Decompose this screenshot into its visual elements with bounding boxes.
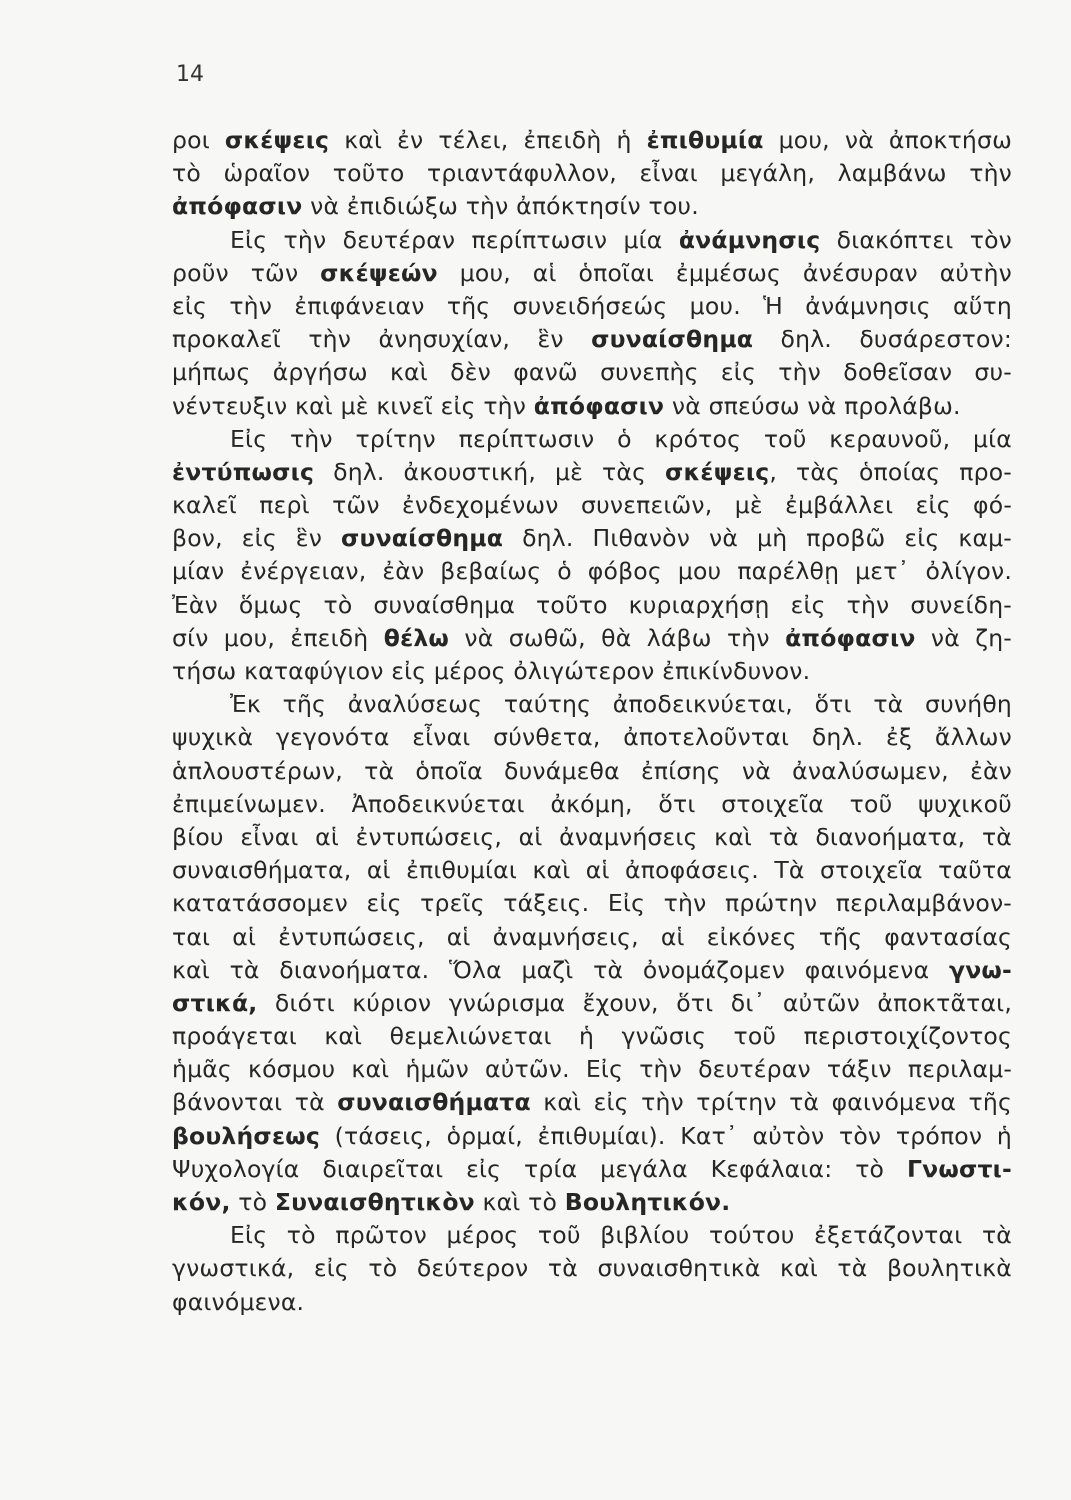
text-segment: καλεῖ περὶ τῶν ἐνδεχομένων συνεπειῶν, μὲ ἐμβάλλει εἰς φό- xyxy=(172,491,1012,520)
text-line xyxy=(172,921,1012,954)
emphasized-term: βουλήσεως xyxy=(172,1121,320,1150)
text-segment: δηλ. δυσάρεστον: xyxy=(753,325,1012,354)
emphasized-term: σκέψεις xyxy=(224,126,330,154)
text-segment: δηλ. ἀκουστική, μὲ τὰς xyxy=(314,457,666,486)
text-line xyxy=(172,721,1012,754)
text-segment: νέντευξιν καὶ μὲ κινεῖ εἰς τὴν xyxy=(172,391,534,420)
text-segment: καὶ ἐν τέλει, ἐπειδὴ ἡ xyxy=(329,126,647,154)
text-segment: δηλ. Πιθανὸν νὰ μὴ προβῶ εἰς καμ- xyxy=(503,524,1012,553)
text-segment: Ἐὰν ὅμως τὸ συναίσθημα τοῦτο κυριαρχήσῃ εἰς τὴν συνείδη- xyxy=(172,590,1012,619)
text-segment: μου, νὰ ἀποκτήσω xyxy=(763,126,1012,154)
emphasized-term: Συναισθητικὸν xyxy=(274,1188,475,1216)
text-segment: Ψυχολογία διαιρεῖται εἰς τρία μεγάλα Κεφάλαια: τὸ xyxy=(172,1154,907,1183)
text-line xyxy=(172,1153,1012,1186)
text-segment: ροῦν τῶν xyxy=(172,258,321,287)
text-segment: κατατάσσομεν εἰς τρεῖς τάξεις. Εἰς τὴν πρώτην περιλαμβάνον- xyxy=(172,889,1012,918)
text-line xyxy=(172,1053,1012,1086)
text-segment: προκαλεῖ τὴν ἀνησυχίαν, ἓν xyxy=(172,325,592,354)
text-segment: Εἰς τὴν τρίτην περίπτωσιν ὁ κρότος τοῦ κεραυνοῦ, μία xyxy=(230,424,1012,453)
emphasized-term: θέλω xyxy=(383,623,450,652)
text-segment: καὶ τὰ διανοήματα. Ὅλα μαζὶ τὰ ὀνομάζομεν φαινόμενα xyxy=(172,955,949,984)
text-line xyxy=(172,887,1012,920)
text-line xyxy=(172,390,1012,423)
emphasized-term: στικά, xyxy=(172,988,258,1017)
text-segment: Εἰς τὸ πρῶτον μέρος τοῦ βιβλίου τούτου ἐξετάζονται τὰ xyxy=(230,1221,1012,1250)
text-segment: νὰ ἐπιδιώξω τὴν ἀπόκτησίν του. xyxy=(302,192,699,221)
text-segment: ψυχικὰ γεγονότα εἶναι σύνθετα, ἀποτελοῦνται δηλ. ἐξ ἄλλων xyxy=(172,723,1012,752)
emphasized-term: συναίσθημα xyxy=(591,325,754,354)
emphasized-term: ἀπόφασιν xyxy=(785,623,916,652)
text-line xyxy=(172,224,1012,257)
text-line xyxy=(172,854,1012,887)
text-line xyxy=(172,622,1012,655)
text-segment: καὶ τὸ xyxy=(474,1188,565,1216)
text-segment: διακόπτει τὸν xyxy=(820,225,1012,254)
text-segment: προάγεται καὶ θεμελιώνεται ἡ γνῶσις τοῦ περιστοιχίζοντος xyxy=(172,1022,1012,1051)
text-segment: τὸ xyxy=(230,1188,275,1216)
text-segment: ἁπλουστέρων, τὰ ὁποῖα δυνάμεθα ἐπίσης νὰ ἀναλύσωμεν, ἐὰν xyxy=(172,756,1012,785)
text-segment: γνωστικά, εἰς τὸ δεύτερον τὰ συναισθητικὰ καὶ τὰ βουλητικὰ xyxy=(172,1254,1012,1283)
text-segment: καὶ εἰς τὴν τρίτην τὰ φαινόμενα τῆς xyxy=(530,1088,1012,1117)
text-segment: ροι xyxy=(172,126,225,154)
text-line xyxy=(172,555,1012,588)
text-line xyxy=(172,456,1012,489)
text-segment: Ἐκ τῆς ἀναλύσεως ταύτης ἀποδεικνύεται, ὅτι τὰ συνήθη xyxy=(230,690,1012,719)
emphasized-term: γνω- xyxy=(949,955,1012,984)
text-segment: νὰ σωθῶ, θὰ λάβω τὴν xyxy=(449,623,786,652)
text-line xyxy=(172,124,1012,157)
text-line xyxy=(172,688,1012,721)
text-line xyxy=(172,755,1012,788)
text-line xyxy=(172,1020,1012,1053)
text-segment: τήσω καταφύγιον εἰς μέρος ὀλιγώτερον ἐπικίνδυνον. xyxy=(172,657,811,685)
text-segment: , τὰς ὁποίας προ- xyxy=(769,457,1012,486)
text-line xyxy=(172,157,1012,190)
text-segment: νὰ ζη- xyxy=(915,623,1012,652)
text-segment: σίν μου, ἐπειδὴ xyxy=(172,623,384,652)
text-line xyxy=(172,257,1012,290)
text-segment: ἐπιμείνωμεν. Ἀποδεικνύεται ἀκόμη, ὅτι στοιχεῖα τοῦ ψυχικοῦ xyxy=(172,789,1012,818)
text-segment: συναισθήματα, αἱ ἐπιθυμίαι καὶ αἱ ἀποφάσεις. Τὰ στοιχεῖα ταῦτα xyxy=(172,856,1012,885)
text-segment: βίου εἶναι αἱ ἐντυπώσεις, αἱ ἀναμνήσεις καὶ τὰ διανοήματα, τὰ xyxy=(172,822,1012,851)
emphasized-term: σκέψεις xyxy=(665,457,770,486)
page-number: 14 xyxy=(176,62,204,87)
text-line xyxy=(172,1120,1012,1153)
text-line xyxy=(172,954,1012,987)
emphasized-term: Γνωστι- xyxy=(906,1154,1012,1183)
emphasized-term: συναίσθημα xyxy=(341,524,504,553)
text-segment: (τάσεις, ὁρμαί, ἐπιθυμίαι). Κατ᾿ αὐτὸν τὸν τρόπον ἡ xyxy=(319,1121,1012,1150)
emphasized-term: ἀνάμνησις xyxy=(678,225,821,254)
text-line xyxy=(172,788,1012,821)
emphasized-term: ἐπιθυμία xyxy=(646,126,764,154)
emphasized-term: σκέψεών xyxy=(320,258,438,287)
text-line xyxy=(172,290,1012,323)
text-segment: φαινόμενα. xyxy=(172,1287,305,1316)
text-line xyxy=(172,522,1012,555)
text-segment: ἡμᾶς κόσμου καὶ ἡμῶν αὐτῶν. Εἰς τὴν δευτέραν τάξιν περιλαμ- xyxy=(172,1055,1012,1084)
text-segment: ται αἱ ἐντυπώσεις, αἱ ἀναμνήσεις, αἱ εἰκόνες τῆς φαντασίας xyxy=(172,922,1012,951)
text-line xyxy=(172,190,1012,223)
text-segment: μίαν ἐνέργειαν, ἐὰν βεβαίως ὁ φόβος μου παρέλθῃ μετ᾿ ὀλίγον. xyxy=(172,557,1012,586)
body-text xyxy=(172,124,1012,1319)
text-line xyxy=(172,1252,1012,1285)
text-segment: Εἰς τὴν δευτέραν περίπτωσιν μία xyxy=(230,225,679,254)
emphasized-term: Βουλητικόν. xyxy=(564,1188,731,1216)
text-line xyxy=(172,987,1012,1020)
emphasized-term: συναισθήματα xyxy=(337,1088,531,1117)
text-segment: διότι κύριον γνώρισμα ἔχουν, ὅτι δι᾿ αὐτῶν ἀποκτᾶται, xyxy=(257,988,1012,1017)
text-segment: βον, εἰς ἓν xyxy=(172,524,342,553)
text-segment: βάνονται τὰ xyxy=(172,1088,338,1117)
text-line xyxy=(172,323,1012,356)
emphasized-term: ἀπόφασιν xyxy=(533,391,665,420)
emphasized-term: ἀπόφασιν xyxy=(172,192,303,221)
text-segment: εἰς τὴν ἐπιφάνειαν τῆς συνειδήσεώς μου. Ἡ ἀνάμνησις αὕτη xyxy=(172,291,1012,320)
text-line xyxy=(172,489,1012,522)
text-line xyxy=(172,356,1012,389)
text-segment: μήπως ἀργήσω καὶ δὲν φανῶ συνεπὴς εἰς τὴν δοθεῖσαν συ- xyxy=(172,358,1012,387)
emphasized-term: κόν, xyxy=(172,1188,231,1216)
text-line xyxy=(172,655,1012,688)
text-segment: τὸ ὡραῖον τοῦτο τριαντάφυλλον, εἶναι μεγάλη, λαμβάνω τὴν xyxy=(172,159,1012,188)
text-segment: νὰ σπεύσω νὰ προλάβω. xyxy=(664,391,961,420)
text-line xyxy=(172,1219,1012,1252)
emphasized-term: ἐντύπωσις xyxy=(172,457,315,486)
text-line xyxy=(172,1186,1012,1219)
text-line xyxy=(172,821,1012,854)
text-segment: μου, αἱ ὁποῖαι ἐμμέσως ἀνέσυραν αὐτὴν xyxy=(437,258,1012,287)
text-line xyxy=(172,1286,1012,1319)
text-line xyxy=(172,1086,1012,1119)
text-line xyxy=(172,423,1012,456)
text-line xyxy=(172,589,1012,622)
